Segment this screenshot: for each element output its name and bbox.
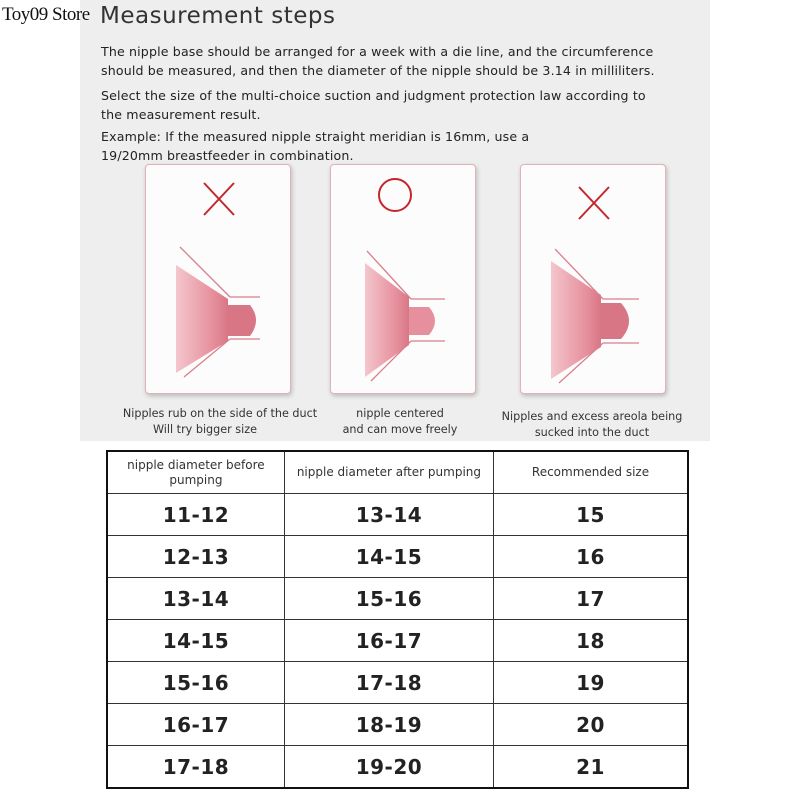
after-cell: 19-20	[284, 746, 493, 789]
after-cell: 17-18	[284, 662, 493, 704]
instruction-line: The nipple base should be arranged for a week with a die line, and the circumference	[101, 44, 654, 59]
fit-card-too-large	[520, 164, 666, 394]
page-title: Measurement steps	[100, 3, 336, 29]
after-cell: 16-17	[284, 620, 493, 662]
after-cell: 15-16	[284, 578, 493, 620]
table-row	[107, 536, 688, 578]
table-row	[107, 620, 688, 662]
caption-line: Nipples and excess areola being	[501, 410, 683, 423]
before-cell: 13-14	[107, 578, 284, 620]
column-header-before: nipple diameter before pumping	[107, 451, 284, 494]
table-row	[107, 704, 688, 746]
after-cell: 18-19	[284, 704, 493, 746]
before-cell: 14-15	[107, 620, 284, 662]
before-cell: 15-16	[107, 662, 284, 704]
table-row	[107, 746, 688, 789]
caption-too-large	[492, 409, 692, 441]
nipple-shape	[409, 307, 435, 335]
instruction-line: should be measured, and then the diameter of the nipple should be 3.14 in milliliters.	[101, 63, 655, 78]
instruction-line: Example: If the measured nipple straight meridian is 16mm, use a	[101, 129, 530, 144]
size-cell: 21	[494, 746, 688, 789]
instruction-line: Select the size of the multi-choice suction and judgment protection law according to	[101, 88, 646, 103]
size-cell: 20	[494, 704, 688, 746]
caption-correct	[320, 406, 480, 438]
caption-line: sucked into the duct	[534, 426, 650, 439]
before-cell: 11-12	[107, 494, 284, 536]
measurement-instruction	[101, 42, 701, 80]
size-cell: 16	[494, 536, 688, 578]
nipple-shape	[228, 305, 256, 336]
size-cell: 17	[494, 578, 688, 620]
caption-line: Will try bigger size	[152, 423, 257, 436]
column-header-recommended: Recommended size	[494, 451, 688, 494]
areola-shape	[601, 303, 629, 339]
breast-shape	[551, 261, 601, 379]
instruction-line: 19/20mm breastfeeder in combination.	[101, 148, 354, 163]
table-header-row	[107, 451, 688, 494]
caption-line: and can move freely	[342, 423, 458, 436]
correct-circle-icon	[379, 179, 411, 211]
wrong-x-icon	[204, 183, 234, 215]
caption-too-small	[110, 406, 330, 438]
before-cell: 12-13	[107, 536, 284, 578]
before-cell: 17-18	[107, 746, 284, 789]
fit-card-correct	[330, 164, 476, 394]
after-cell: 14-15	[284, 536, 493, 578]
table-row	[107, 662, 688, 704]
instruction-line: the measurement result.	[101, 107, 261, 122]
store-watermark: Toy09 Store	[2, 4, 90, 25]
caption-line: nipple centered	[356, 407, 444, 420]
size-cell: 19	[494, 662, 688, 704]
size-selection-instruction	[101, 86, 701, 124]
example-instruction	[101, 127, 701, 165]
breast-shape	[365, 263, 409, 377]
size-cell: 18	[494, 620, 688, 662]
breast-shape	[176, 265, 228, 373]
size-cell: 15	[494, 494, 688, 536]
caption-line: Nipples rub on the side of the duct	[122, 407, 318, 420]
after-cell: 13-14	[284, 494, 493, 536]
before-cell: 16-17	[107, 704, 284, 746]
wrong-x-icon	[579, 187, 609, 219]
table-row	[107, 494, 688, 536]
fit-card-too-small	[145, 164, 291, 394]
column-header-after: nipple diameter after pumping	[284, 451, 493, 494]
table-row	[107, 578, 688, 620]
size-chart-table	[106, 450, 689, 789]
